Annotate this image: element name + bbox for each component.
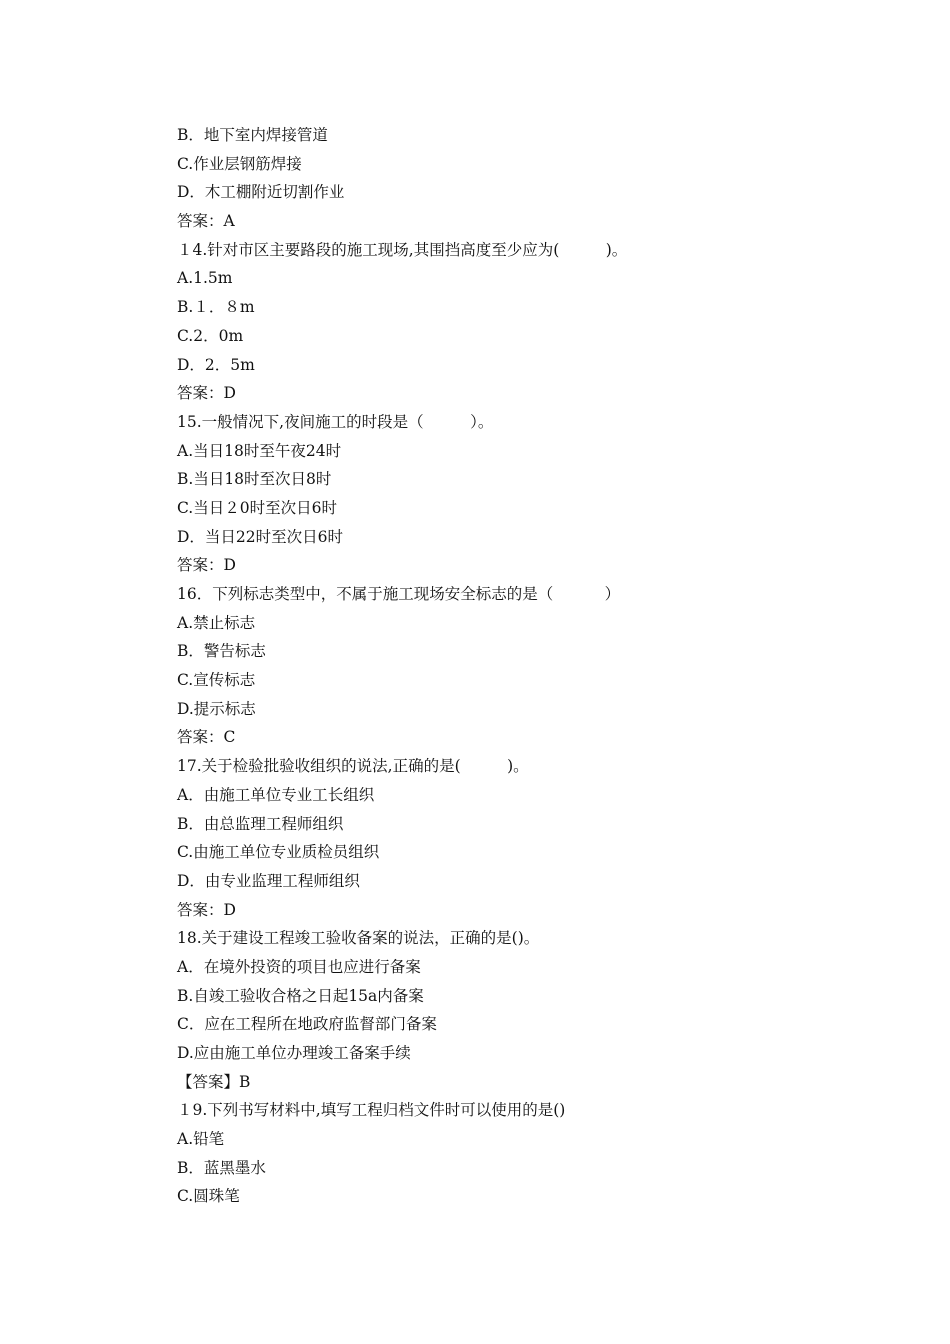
option-c-line: C.作业层钢筋焊接 — [177, 154, 302, 173]
option-c-line: C.圆珠笔 — [177, 1187, 240, 1206]
option-d-line: D．当日22时至次日6时 — [177, 527, 344, 546]
question-14: １4.针对市区主要路段的施工现场,其围挡高度至少应为( )。 — [177, 240, 628, 259]
option-b-line: B．警告标志 — [177, 642, 266, 661]
answer-line: 答案：A — [177, 212, 235, 231]
option-a-line: A.铅笔 — [177, 1130, 225, 1149]
option-d-line: D.应由施工单位办理竣工备案手续 — [177, 1044, 411, 1062]
option-a-line: A．由施工单位专业工长组织 — [177, 785, 375, 804]
option-d-line: D．木工棚附近切割作业 — [177, 183, 345, 202]
question-19: １9.下列书写材料中,填写工程归档文件时可以使用的是() — [177, 1101, 566, 1120]
question-15: 15.一般情况下,夜间施工的时段是（ ）。 — [177, 412, 494, 431]
option-a-line: A.1.5m — [177, 269, 233, 288]
option-a-line: A.禁止标志 — [177, 613, 256, 632]
answer-line: 答案：D — [177, 384, 236, 403]
option-c-line: C.由施工单位专业质检员组织 — [177, 843, 380, 862]
option-c-line: C.宣传标志 — [177, 671, 256, 690]
option-d-line: D．2．5m — [177, 355, 255, 374]
answer-line: 答案：D — [177, 900, 236, 919]
answer-line: 答案：C — [177, 728, 236, 747]
option-c-line: C.2．0m — [177, 326, 244, 345]
option-b-line: B.自竣工验收合格之日起15a内备案 — [177, 986, 424, 1005]
option-d-line: D．由专业监理工程师组织 — [177, 871, 360, 890]
question-17: 17.关于检验批验收组织的说法,正确的是( )。 — [177, 757, 529, 776]
option-b-line: B．地下室内焊接管道 — [177, 126, 328, 144]
option-b-line: B．由总监理工程师组织 — [177, 814, 344, 833]
option-a-line: A．在境外投资的项目也应进行备案 — [177, 957, 421, 976]
option-c-line: C．应在工程所在地政府监督部门备案 — [177, 1015, 437, 1034]
option-b-line: B．蓝黑墨水 — [177, 1158, 266, 1177]
answer-line: 答案：D — [177, 556, 236, 575]
answer-line: 【答案】B — [177, 1072, 251, 1091]
question-18: 18.关于建设工程竣工验收备案的说法，正确的是()。 — [177, 929, 540, 948]
document-body — [177, 121, 877, 1211]
option-d-line: D.提示标志 — [177, 699, 256, 718]
option-b-line: B.１．８m — [177, 298, 255, 317]
option-c-line: C.当日２0时至次日6时 — [177, 498, 337, 517]
option-a-line: A.当日18时至午夜24时 — [177, 441, 342, 460]
option-b-line: B.当日18时至次日8时 — [177, 470, 332, 489]
question-16: 16．下列标志类型中，不属于施工现场安全标志的是（ ） — [177, 585, 621, 603]
